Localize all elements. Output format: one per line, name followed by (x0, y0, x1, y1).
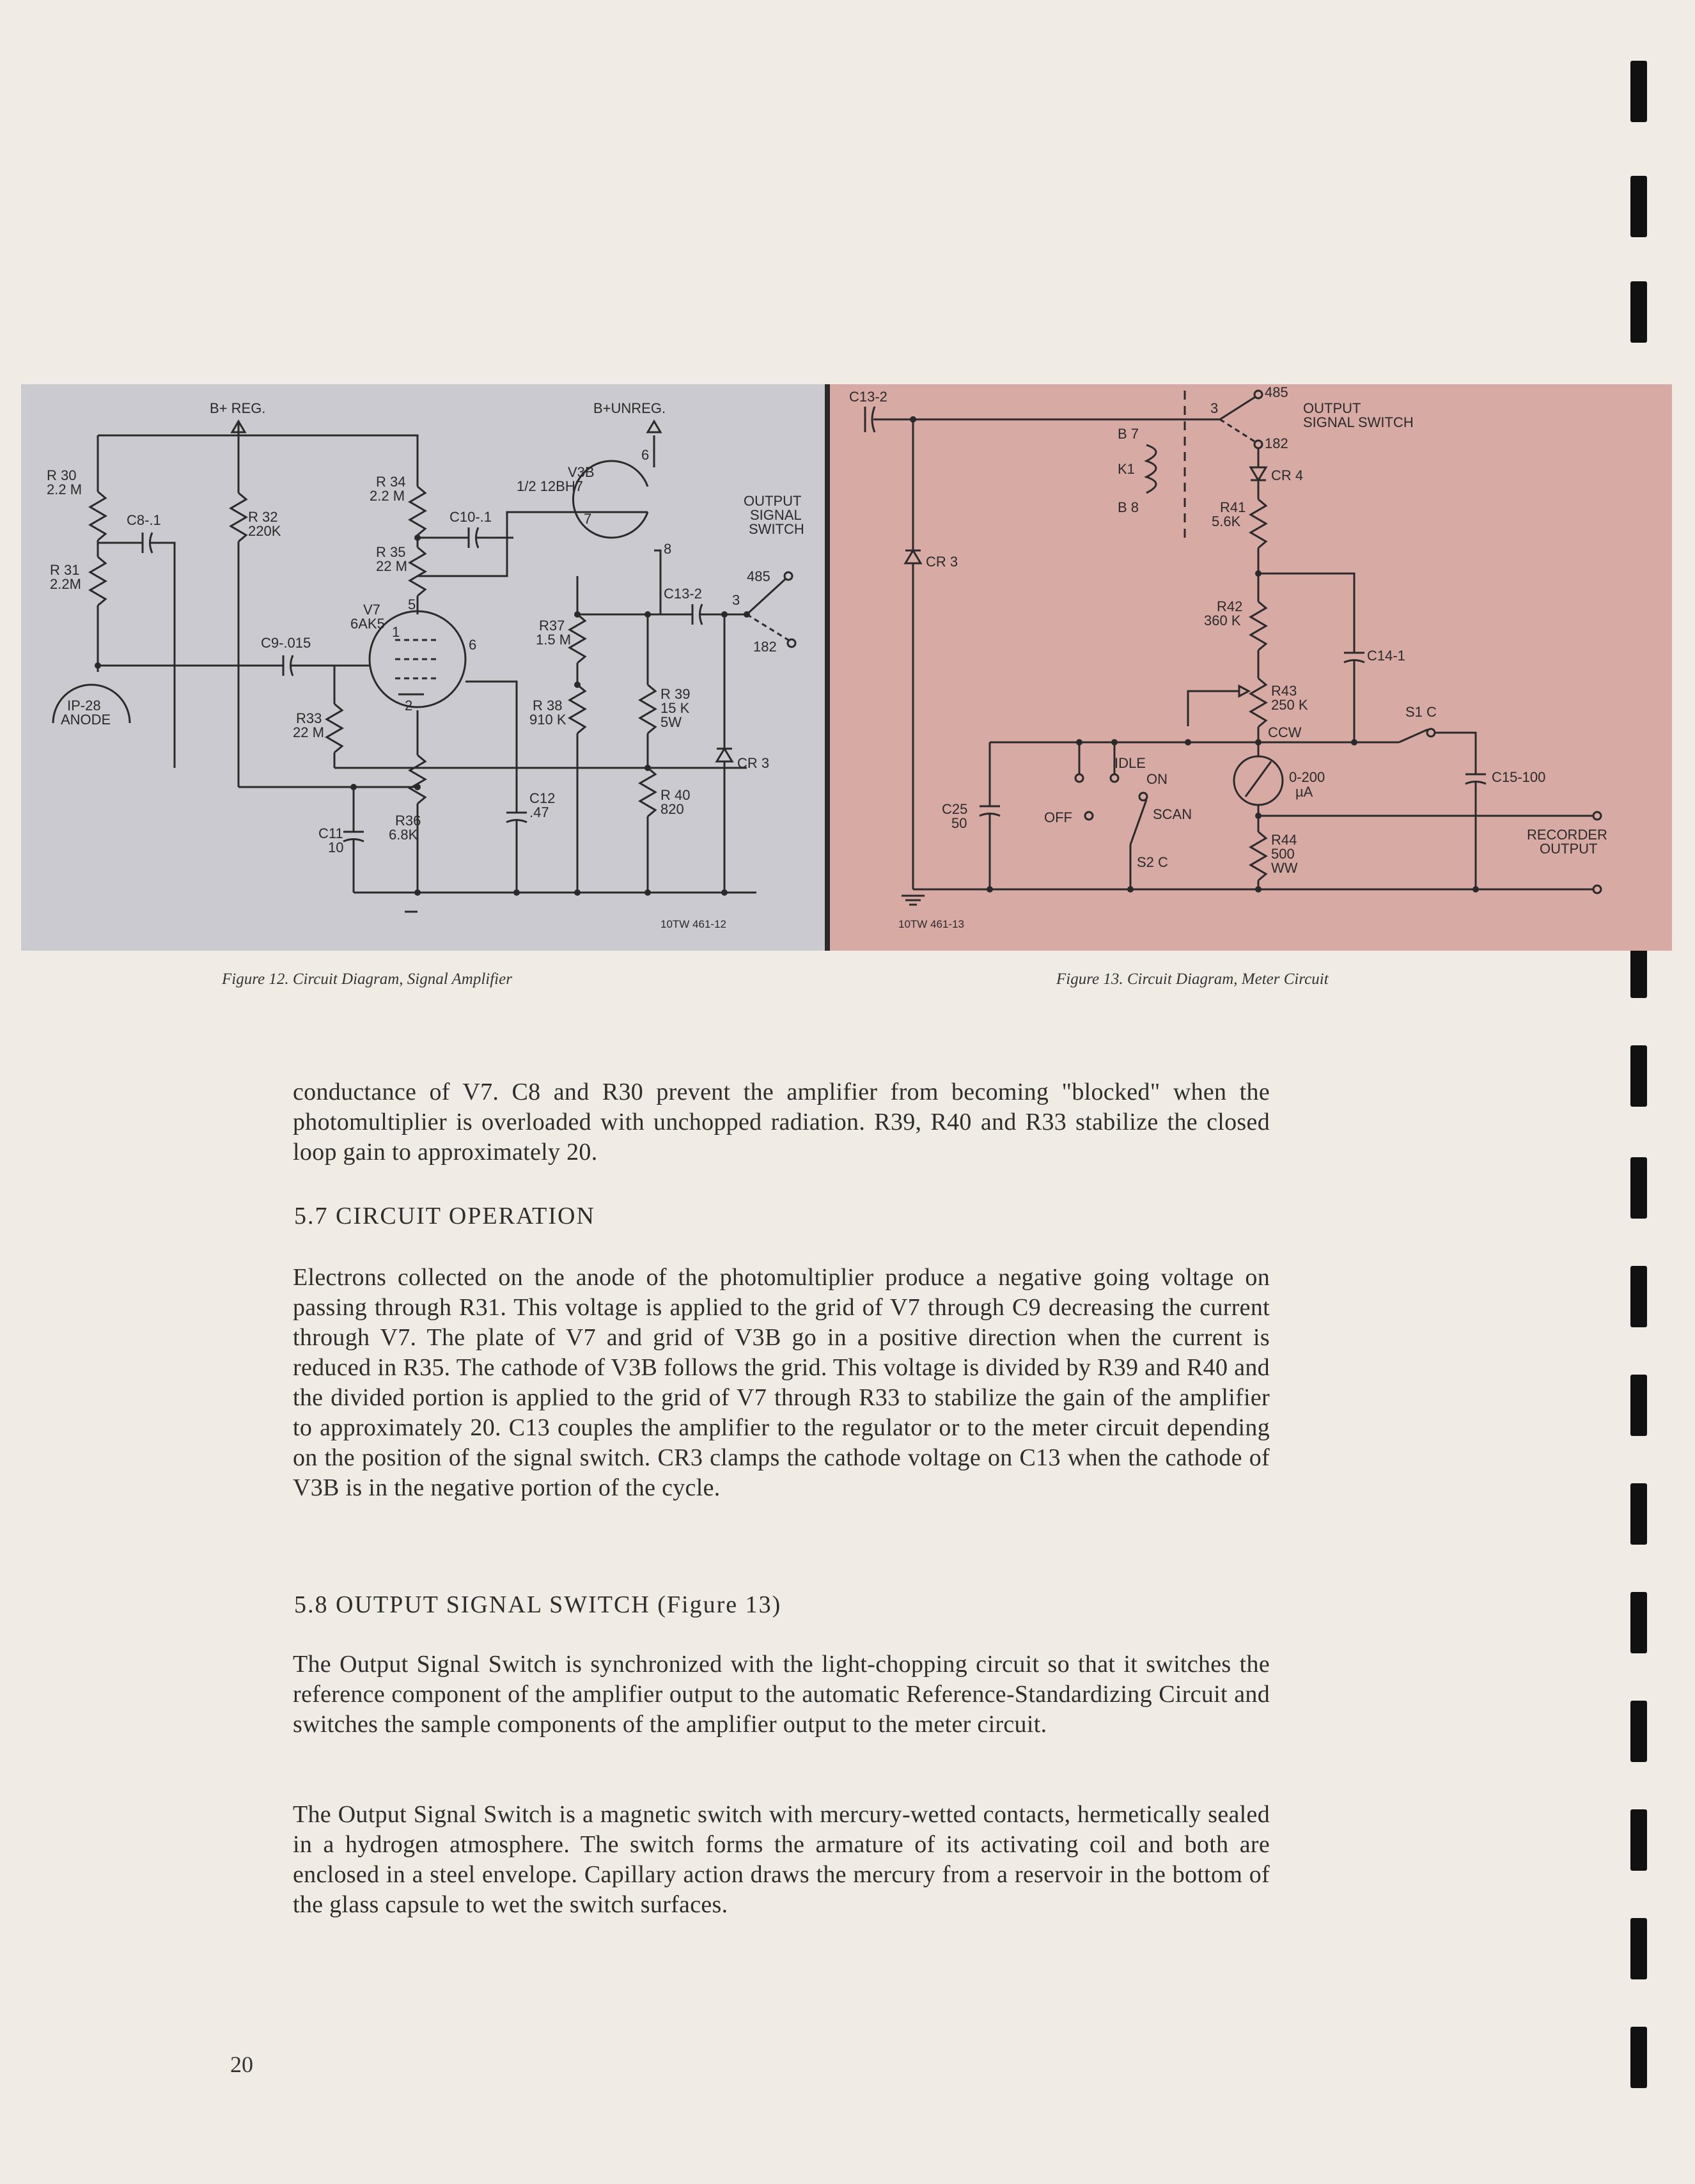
label-r34: R 34 (376, 474, 406, 490)
label-r39-value: 15 K (660, 700, 690, 716)
signal-amplifier-schematic (21, 384, 826, 951)
binder-tab (1630, 1375, 1647, 1436)
binder-tab (1630, 1809, 1647, 1871)
heading-circuit-operation: 5.7 CIRCUIT OPERATION (294, 1203, 595, 1229)
figure-13-caption: Figure 13. Circuit Diagram, Meter Circuit (1056, 971, 1329, 988)
label-r37: R37 (539, 618, 565, 634)
label-c8: C8-.1 (127, 512, 161, 528)
label-meter-range: 0-200 (1289, 769, 1325, 785)
label-r33: R33 (296, 710, 322, 726)
figure-12-caption: Figure 12. Circuit Diagram, Signal Amplifier (222, 971, 512, 988)
label-v7: V7 (363, 602, 380, 618)
label-r35: R 35 (376, 544, 406, 560)
label-b-reg: B+ REG. (210, 400, 266, 416)
label-c10: C10-.1 (449, 509, 492, 525)
label-anode: ANODE (61, 712, 111, 728)
label-v3b: V3B (568, 464, 595, 480)
label-switch-182: 182 (1265, 435, 1288, 451)
binder-tab (1630, 1918, 1647, 1979)
label-r41: R41 (1220, 499, 1246, 515)
binder-tab (1630, 2027, 1647, 2088)
label-r44-ww: WW (1271, 860, 1298, 876)
label-c13: C13-2 (664, 586, 702, 602)
label-s2c: S2 C (1137, 854, 1168, 870)
label-r30-value: 2.2 M (47, 481, 82, 497)
paragraph-circuit-operation: Electrons collected on the anode of the photomultiplier produce a negative going voltage on passing through R31. This voltage is applied to the grid of V7 through C9 decreasing the current through V7. The plate of V7 and grid of V3B go in a positive direction when the current is reduced in R35. The cathode of V3B follows the grid. This voltage is divided by R39 and R40 and the divided portion is applied to the grid of V7 through R33 to stabilize the gain of the amplifier to approximately 20. C13 couples the amplifier to the regulator or to the meter circuit depending on the position of the signal switch. CR3 clamps the cathode voltage on C13 when the cathode of V3B is in the negative portion of the cycle. (293, 1264, 1270, 1501)
binder-tab (1630, 1701, 1647, 1762)
label-r40: R 40 (660, 787, 691, 803)
label-pin-1: 1 (392, 624, 400, 640)
label-ip28: IP-28 (67, 698, 101, 714)
label-r42: R42 (1217, 598, 1243, 614)
label-off: OFF (1044, 809, 1072, 825)
label-switch: SWITCH (749, 521, 804, 537)
figure-13-drawing-number: 10TW 461-13 (898, 918, 964, 930)
label-r44-value: 500 (1271, 846, 1295, 862)
label-recorder: RECORDER (1527, 827, 1607, 843)
label-pin-2: 2 (405, 698, 413, 714)
figure-13-meter-circuit-diagram (830, 384, 1672, 951)
label-r41-value: 5.6K (1212, 513, 1241, 529)
label-r33-value: 22 M (293, 724, 324, 740)
label-v7-type: 6AK5 (350, 616, 385, 632)
label-r43: R43 (1271, 683, 1297, 699)
label-c25-value: 50 (951, 815, 967, 831)
label-switch-pin-3: 3 (1210, 400, 1219, 416)
binder-tab (1630, 1266, 1647, 1327)
label-output: OUTPUT (744, 493, 802, 509)
meter-circuit-schematic (830, 384, 1672, 951)
label-pin-6: 6 (469, 637, 477, 653)
binder-tab (1630, 1045, 1647, 1107)
label-v3b-pin-7: 7 (584, 511, 592, 527)
label-switch-pin-3: 3 (732, 592, 740, 608)
label-r39: R 39 (660, 686, 691, 702)
figure-12-drawing-number: 10TW 461-12 (660, 918, 726, 930)
label-pin-5: 5 (408, 597, 416, 612)
binder-tab (1630, 1483, 1647, 1545)
label-s1c: S1 C (1405, 704, 1437, 720)
label-b-unreg: B+UNREG. (593, 400, 666, 416)
binder-tab (1630, 1592, 1647, 1653)
label-switch-182: 182 (753, 639, 777, 655)
label-r43-value: 250 K (1271, 697, 1308, 713)
label-r44: R44 (1271, 832, 1297, 848)
label-c13: C13-2 (849, 389, 887, 405)
label-c11-value: 10 (328, 839, 344, 855)
label-v3b-pin-6: 6 (641, 447, 650, 463)
label-r42-value: 360 K (1204, 612, 1241, 628)
label-b8: B 8 (1118, 499, 1139, 515)
label-c15: C15-100 (1492, 769, 1546, 785)
label-r38: R 38 (533, 698, 563, 714)
heading-output-signal-switch: 5.8 OUTPUT SIGNAL SWITCH (Figure 13) (294, 1591, 782, 1618)
label-recorder-output: OUTPUT (1540, 841, 1598, 857)
label-idle: IDLE (1114, 755, 1146, 771)
figure-12-signal-amplifier-diagram (21, 384, 826, 951)
label-r31: R 31 (50, 562, 80, 578)
label-k1: K1 (1118, 461, 1135, 477)
label-v3b-pin-8: 8 (664, 541, 672, 557)
label-r39-watts: 5W (660, 714, 682, 730)
label-signal-switch: SIGNAL SWITCH (1303, 414, 1414, 430)
label-r35-value: 22 M (376, 558, 407, 574)
paragraph-output-switch-sync: The Output Signal Switch is synchronized with the light-chopping circuit so that it switches the reference component of the amplifier output to the automatic Reference-Standardizing Circuit and switches the sample components of the amplifier output to the meter circuit. (293, 1651, 1270, 1738)
label-r36: R36 (395, 813, 421, 829)
label-cr3: CR 3 (926, 554, 958, 570)
label-meter-unit: µA (1295, 784, 1313, 800)
label-r31-value: 2.2M (50, 576, 81, 592)
label-c12: C12 (529, 790, 556, 806)
label-on: ON (1146, 771, 1168, 787)
label-r32: R 32 (248, 509, 278, 525)
label-r40-value: 820 (660, 801, 684, 817)
label-c25: C25 (942, 801, 968, 817)
label-output: OUTPUT (1303, 400, 1361, 416)
label-c14: C14-1 (1367, 648, 1405, 664)
label-r32-value: 220K (248, 523, 281, 539)
label-b7: B 7 (1118, 426, 1139, 442)
label-cr3: CR 3 (737, 755, 770, 771)
label-r38-value: 910 K (529, 712, 566, 728)
label-switch-485: 485 (1265, 384, 1288, 400)
label-c9: C9-.015 (261, 635, 311, 651)
binder-tab (1630, 176, 1647, 237)
label-cr4: CR 4 (1271, 467, 1304, 483)
label-r30: R 30 (47, 467, 77, 483)
binder-tab (1630, 61, 1647, 122)
label-r37-value: 1.5 M (536, 632, 572, 648)
label-v3b-type: 1/2 12BH7 (517, 478, 583, 494)
label-scan: SCAN (1153, 806, 1192, 822)
paragraph-amplifier-stabilization: conductance of V7. C8 and R30 prevent the amplifier from becoming "blocked" when the photomultiplier is overloaded with unchopped radiation. R39, R40 and R33 stabilize the closed loop gain to approximately 20. (293, 1079, 1270, 1166)
label-signal: SIGNAL (750, 507, 802, 523)
label-switch-485: 485 (747, 568, 770, 584)
label-r34-value: 2.2 M (370, 488, 405, 504)
label-ccw: CCW (1268, 724, 1302, 740)
label-c11: C11 (318, 825, 343, 841)
binder-tab (1630, 281, 1647, 343)
label-r36-value: 6.8K (389, 827, 418, 843)
paragraph-magnetic-switch: The Output Signal Switch is a magnetic switch with mercury-wetted contacts, hermetically sealed in a hydrogen atmosphere. The switch forms the armature of its activating coil and both are enclosed in a steel envelope. Capillary action draws the mercury from a reservoir in the bottom of the glass capsule to wet the switch surfaces. (293, 1801, 1270, 1918)
label-c12-value: .47 (529, 804, 549, 820)
binder-tab (1630, 1157, 1647, 1219)
page-number: 20 (230, 2052, 253, 2077)
